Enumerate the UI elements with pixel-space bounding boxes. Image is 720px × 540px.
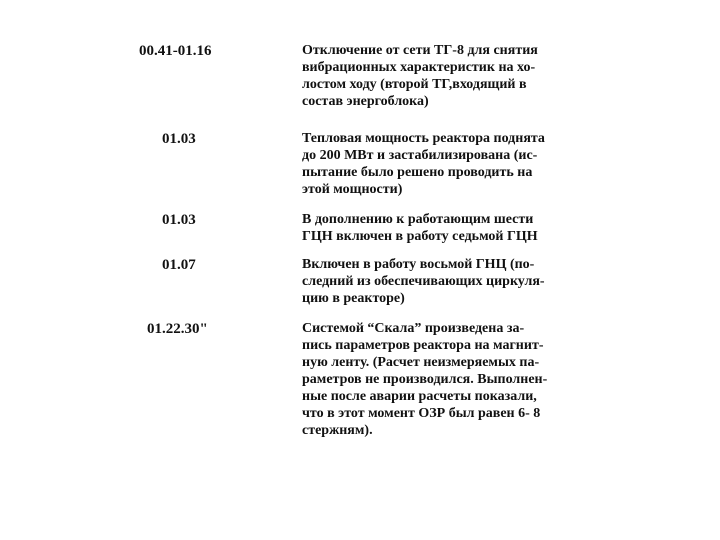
description-line: Системой “Скала” произведена за- xyxy=(302,321,525,336)
description-line: цию в реакторе) xyxy=(302,291,405,306)
description-line: лостом ходу (второй ТГ,входящий в xyxy=(302,77,527,92)
entry-time: 01.22.30" xyxy=(147,321,208,337)
entry-description xyxy=(302,211,622,245)
description-line: следний из обеспечивающих циркуля- xyxy=(302,274,545,289)
description-line: раметров не производился. Выполнен- xyxy=(302,372,548,387)
entry-description xyxy=(302,42,622,110)
description-line: этой мощности) xyxy=(302,182,403,197)
description-line: ные после аварии расчеты показали, xyxy=(302,389,537,404)
description-line: В дополнению к работающим шести xyxy=(302,212,534,227)
description-line: пись параметров реактора на магнит- xyxy=(302,338,544,353)
description-line: ную ленту. (Расчет неизмеряемых па- xyxy=(302,355,540,370)
description-line: пытание было решено проводить на xyxy=(302,165,533,180)
entry-time: 00.41-01.16 xyxy=(139,43,212,59)
description-line: что в этот момент ОЗР был равен 6- 8 xyxy=(302,406,541,421)
entry-time: 01.07 xyxy=(162,257,196,273)
entry-time: 01.03 xyxy=(162,131,196,147)
description-line: стержням). xyxy=(302,423,373,438)
description-line: до 200 МВт и застабилизирована (ис- xyxy=(302,148,538,163)
description-line: вибрационных характеристик на хо- xyxy=(302,60,536,75)
entry-time: 01.03 xyxy=(162,212,196,228)
description-line: ГЦН включен в работу седьмой ГЦН xyxy=(302,229,538,244)
entry-description xyxy=(302,256,622,307)
entry-description xyxy=(302,320,622,439)
entry-description xyxy=(302,130,622,198)
description-line: Отключение от сети ТГ-8 для снятия xyxy=(302,43,538,58)
description-line: Тепловая мощность реактора поднята xyxy=(302,131,545,146)
description-line: Включен в работу восьмой ГНЦ (по- xyxy=(302,257,535,272)
description-line: состав энергоблока) xyxy=(302,94,429,109)
